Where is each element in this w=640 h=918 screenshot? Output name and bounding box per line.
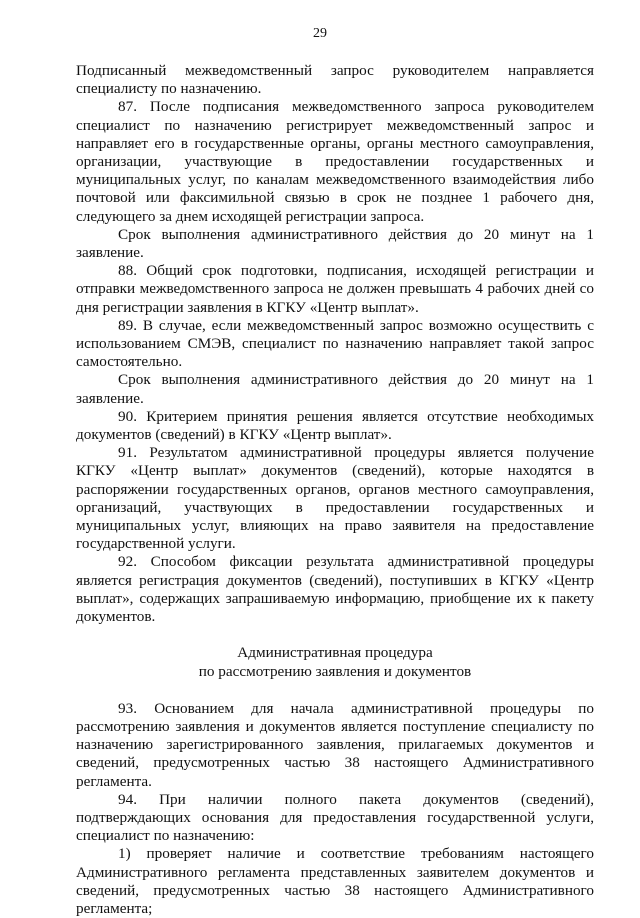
list-item-1: 1) проверяет наличие и соответствие требованиям настоящего Административного регламента представленных заявителем документов и сведений, предусмотренных частью 38 настоящего Административного регламента; (76, 845, 594, 917)
section-heading-line-2: по рассмотрению заявления и документов (198, 662, 472, 680)
paragraph-continuation: Подписанный межведомственный запрос руководителем направляется специалисту по назначению. (76, 62, 594, 98)
paragraph-93: 93. Основанием для начала административной процедуры по рассмотрению заявления и документов является поступление специалисту по назначению зарегистрированного заявления, прилагаемых документов и сведений, предусмотренных частью 38 настоящего Административного регламента. (76, 699, 594, 790)
page-number: 29 (313, 26, 327, 41)
document-body (76, 62, 594, 918)
paragraph-92: 92. Способом фиксации результата административной процедуры является регистрация документов (сведений), поступивших в КГКУ «Центр выплат», содержащих запрашиваемую информацию, приобщение их к пакету документов. (76, 553, 594, 626)
paragraph-90: 90. Критерием принятия решения является отсутствие необходимых документов (сведений) в КГКУ «Центр выплат». (76, 407, 594, 444)
paragraph-89: 89. В случае, если межведомственный запрос возможно осуществить с использованием СМЭВ, специалист по назначению направляет такой запрос самостоятельно. (76, 316, 594, 371)
section-heading-line-1: Административная процедура (237, 644, 433, 662)
paragraph-87: 87. После подписания межведомственного запроса руководителем специалист по назначению регистрирует межведомственный запрос и направляет его в государственные органы, органы местного самоуправления, организации, участвующие в предоставлении государственных и муниципальных услуг, по каналам межведомственного взаимодействия либо почтовой или факсимильной связью в срок не позднее 1 рабочего дня, следующего за днем исходящей регистрации запроса. (76, 98, 594, 225)
paragraph-deadline-2: Срок выполнения административного действия до 20 минут на 1 заявление. (76, 371, 594, 407)
section-heading (76, 644, 594, 680)
paragraph-94: 94. При наличии полного пакета документов (сведений), подтверждающих основания для предоставления государственной услуги, специалист по назначению: (76, 790, 594, 845)
paragraph-88: 88. Общий срок подготовки, подписания, исходящей регистрации и отправки межведомственного запроса не должен превышать 4 рабочих дней со дня регистрации заявления в КГКУ «Центр выплат». (76, 262, 594, 316)
paragraph-91: 91. Результатом административной процедуры является получение КГКУ «Центр выплат» документов (сведений), которые находятся в распоряжении государственных органов, органов местного самоуправления, организаций, участвующих в предоставлении государственных и муниципальных услуг, влияющих на право заявителя на предоставление государственной услуги. (76, 444, 594, 553)
paragraph-deadline-1: Срок выполнения административного действия до 20 минут на 1 заявление. (76, 225, 594, 262)
